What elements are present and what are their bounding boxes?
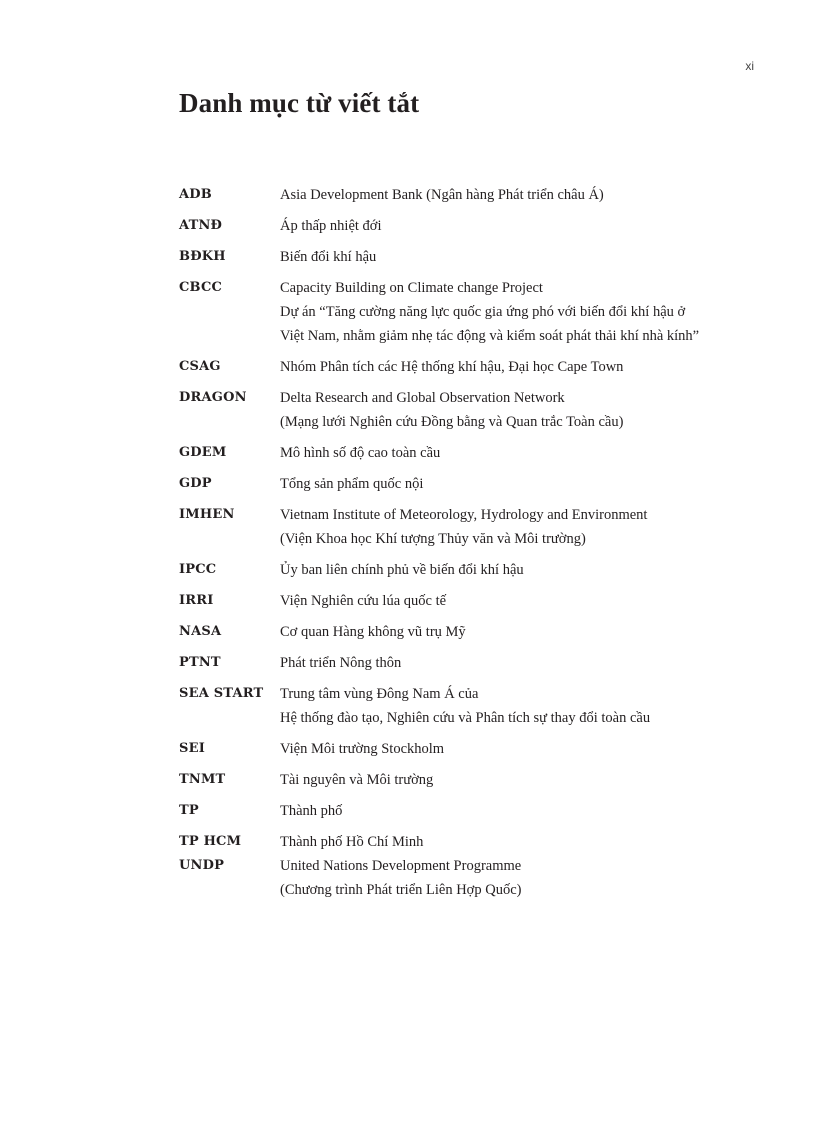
abbreviation-definition: [280, 183, 759, 207]
definition-line: Viện Nghiên cứu lúa quốc tế: [280, 593, 447, 609]
abbreviation-entry: [179, 276, 759, 348]
abbreviation-term: TNMT: [179, 772, 226, 787]
abbreviation-entry: [179, 441, 759, 465]
definition-line: United Nations Development Programme: [280, 858, 522, 874]
abbreviation-term: TP: [179, 803, 199, 818]
abbreviation-entry: [179, 472, 759, 496]
definition-line: Cơ quan Hàng không vũ trụ Mỹ: [280, 624, 466, 640]
definition-line: Thành phố Hồ Chí Minh: [280, 834, 424, 850]
definition-line: Dự án “Tăng cường năng lực quốc gia ứng phó với biến đổi khí hậu ở: [280, 304, 686, 320]
abbreviation-entry: [179, 503, 759, 551]
abbreviation-definition: [280, 799, 759, 823]
abbreviation-term: IMHEN: [179, 507, 235, 522]
abbreviation-definition: [280, 245, 759, 269]
abbreviation-definition: [280, 854, 759, 902]
abbreviation-definition: [280, 214, 759, 238]
abbreviation-entry: [179, 854, 759, 902]
abbreviation-definition: [280, 472, 759, 496]
abbreviation-term: GDP: [179, 476, 212, 491]
abbreviation-list: [179, 183, 759, 909]
abbreviation-definition: [280, 620, 759, 644]
abbreviation-term: TP HCM: [179, 834, 242, 849]
abbreviation-definition: [280, 830, 759, 854]
abbreviation-term: IPCC: [179, 562, 217, 577]
abbreviation-term: UNDP: [179, 858, 225, 873]
abbreviation-term: GDEM: [179, 445, 227, 460]
abbreviation-entry: [179, 183, 759, 207]
abbreviation-entry: [179, 651, 759, 675]
definition-line: (Chương trình Phát triển Liên Hợp Quốc): [280, 882, 522, 898]
abbreviation-definition: [280, 768, 759, 792]
abbreviation-entry: [179, 768, 759, 792]
abbreviation-definition: [280, 589, 759, 613]
abbreviation-definition: [280, 441, 759, 465]
abbreviation-definition: [280, 558, 759, 582]
abbreviation-definition: [280, 503, 759, 551]
abbreviation-term: DRAGON: [179, 390, 247, 405]
abbreviation-entry: [179, 830, 759, 854]
abbreviation-definition: [280, 737, 759, 761]
definition-line: Delta Research and Global Observation Network: [280, 390, 565, 406]
definition-line: Phát triển Nông thôn: [280, 655, 402, 671]
abbreviation-entry: [179, 245, 759, 269]
definition-line: Thành phố: [280, 803, 343, 819]
page-title: Danh mục từ viết tắt: [179, 88, 420, 118]
abbreviation-term: CBCC: [179, 280, 223, 295]
definition-line: Ủy ban liên chính phủ về biến đổi khí hậu: [280, 562, 524, 578]
abbreviation-definition: [280, 276, 759, 348]
abbreviation-entry: [179, 558, 759, 582]
abbreviation-definition: [280, 386, 759, 434]
abbreviation-entry: [179, 799, 759, 823]
abbreviation-term: BĐKH: [179, 249, 226, 264]
abbreviation-term: SEA START: [179, 686, 264, 701]
definition-line: (Mạng lưới Nghiên cứu Đồng bằng và Quan trắc Toàn cầu): [280, 414, 624, 430]
definition-line: Capacity Building on Climate change Project: [280, 280, 543, 296]
definition-line: Trung tâm vùng Đông Nam Á của: [280, 686, 479, 702]
abbreviation-term: CSAG: [179, 359, 221, 374]
abbreviation-definition: [280, 682, 759, 730]
definition-line: Việt Nam, nhằm giảm nhẹ tác động và kiểm soát phát thải khí nhà kính”: [280, 328, 700, 344]
abbreviation-entry: [179, 620, 759, 644]
page-number: xi: [745, 59, 754, 73]
abbreviation-term: IRRI: [179, 593, 214, 608]
definition-line: Biến đổi khí hậu: [280, 249, 377, 265]
abbreviation-entry: [179, 589, 759, 613]
abbreviation-definition: [280, 355, 759, 379]
definition-line: Áp thấp nhiệt đới: [280, 218, 382, 234]
definition-line: Tổng sản phẩm quốc nội: [280, 476, 424, 492]
definition-line: Nhóm Phân tích các Hệ thống khí hậu, Đại học Cape Town: [280, 359, 624, 375]
abbreviation-entry: [179, 737, 759, 761]
definition-line: Mô hình số độ cao toàn cầu: [280, 445, 441, 461]
definition-line: Vietnam Institute of Meteorology, Hydrology and Environment: [280, 507, 648, 523]
definition-line: Tài nguyên và Môi trường: [280, 772, 434, 788]
definition-line: Viện Môi trường Stockholm: [280, 741, 445, 757]
abbreviation-term: ATNĐ: [179, 218, 223, 233]
definition-line: Asia Development Bank (Ngân hàng Phát triển châu Á): [280, 187, 604, 203]
abbreviation-term: NASA: [179, 624, 222, 639]
abbreviation-term: PTNT: [179, 655, 221, 670]
abbreviation-entry: [179, 386, 759, 434]
abbreviation-term: ADB: [179, 187, 212, 202]
abbreviation-entry: [179, 682, 759, 730]
abbreviation-term: SEI: [179, 741, 205, 756]
definition-line: (Viện Khoa học Khí tượng Thủy văn và Môi trường): [280, 531, 586, 547]
definition-line: Hệ thống đào tạo, Nghiên cứu và Phân tích sự thay đổi toàn cầu: [280, 710, 651, 726]
abbreviation-entry: [179, 355, 759, 379]
abbreviation-entry: [179, 214, 759, 238]
abbreviation-definition: [280, 651, 759, 675]
